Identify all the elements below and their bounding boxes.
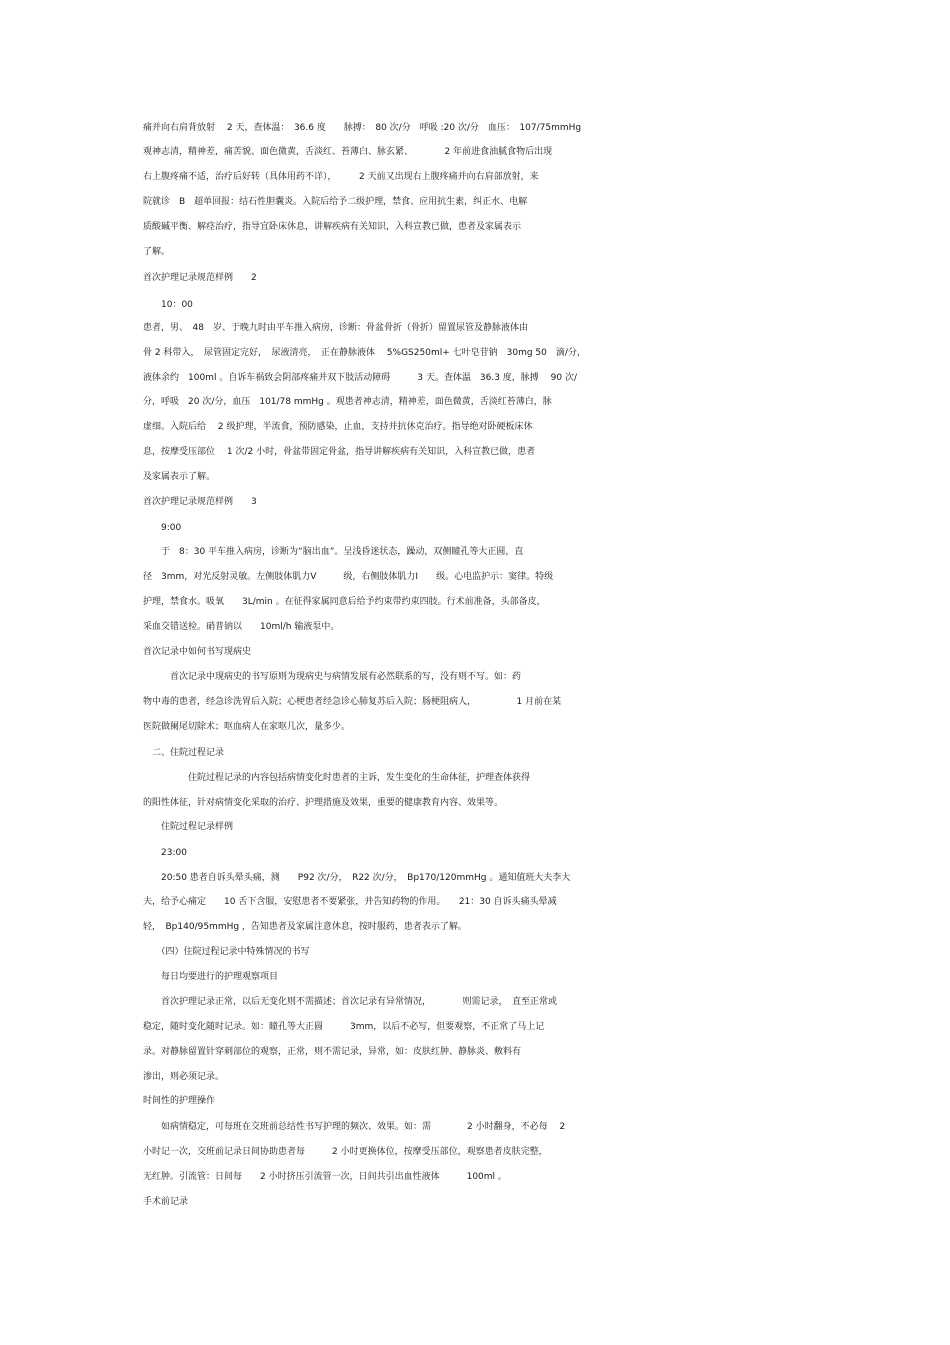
section-heading: （四）住院过程记录中特殊情况的书写 [143, 947, 310, 957]
text-line: 夫，给予心痛定 10 舌下含服，安慰患者不要紧张，并告知药物的作用。 21：30 自诉头痛头晕减 [143, 897, 557, 907]
text-line: 息，按摩受压部位 1 次/2 小时，骨盆带固定骨盆，指导讲解疾病有关知识，入科宣教已做，患者 [143, 447, 536, 457]
time-label: 10：00 [143, 300, 193, 310]
section-heading: 时间性的护理操作 [143, 1096, 216, 1106]
time-label: 23:00 [143, 848, 187, 858]
section-heading: 每日均要进行的护理观察项目 [143, 972, 279, 982]
section-heading: 二、住院过程记录 [143, 748, 225, 758]
text-line: 骨 2 科带入， 尿管固定完好， 尿液清亮， 正在静脉液体 5%GS250ml+ 七叶皂苷钠 30mg 50 滴/分， [143, 348, 586, 358]
text-line: 观神志清，精神差，痛苦貌、面色微黄，舌淡红、苔薄白、脉玄紧、 2 年前进食油腻食物后出现 [143, 147, 553, 157]
section-heading: 首次记录中如何书写现病史 [143, 647, 252, 657]
section-heading: 手术前记录 [143, 1197, 189, 1207]
text-line: 首次护理记录正常，以后无变化则不需描述；首次记录有异常情况， 则需记录， 直至正常或 [143, 997, 558, 1007]
text-line: 轻， Bp140/95mmHg ，告知患者及家属注意休息，按时服药，患者表示了解。 [143, 922, 467, 932]
text-line: 稳定，随时变化随时记录。如：瞳孔等大正圆 3mm，以后不必写，但要观察，不正常了马上记 [143, 1022, 545, 1032]
text-line: 无红肿。引流管：日间每 2 小时挤压引流管一次，日间共引出血性液体 100ml 。 [143, 1172, 507, 1182]
text-line: 虚细。入院后给 2 级护理，半流食，预防感染，止血，支持并抗休克治疗。指导绝对卧硬板床休 [143, 422, 533, 432]
text-line: 如病情稳定，可每班在交班前总结性书写护理的频次、效果。如：需 2 小时翻身，不必每 2 [143, 1122, 566, 1132]
text-line: 首次记录中现病史的书写原则为现病史与病情发展有必然联系的写，没有则不写。如：药 [143, 672, 522, 682]
text-line: 20:50 患者自诉头晕头痛，测 P92 次/分， R22 次/分， Bp170/120mmHg 。通知值班大夫李大 [143, 873, 571, 883]
text-line: 录。对静脉留置针穿刺部位的观察，正常，则不需记录，异常，如：皮肤红肿、静脉炎、敷料有 [143, 1047, 522, 1057]
section-heading: 住院过程记录样例 [143, 822, 234, 832]
text-line: 采血交错送检。硝普钠以 10ml/h 输液泵中。 [143, 622, 340, 632]
text-line: 小时记一次，交班前记录日间协助患者每 2 小时更换体位，按摩受压部位，观察患者皮肤完整， [143, 1147, 548, 1157]
text-line: 院就诊 B 超单回报：结石性胆囊炎。入院后给予二级护理，禁食、应用抗生素，纠正水、电解 [143, 197, 528, 207]
text-line: 物中毒的患者，经急诊洗胃后入院；心梗患者经急诊心肺复苏后入院；肠梗阻病人， 1 月前在某 [143, 697, 562, 707]
text-line: 痛并向右肩背放射 2 天，查体温： 36.6 度 脉搏： 80 次/分 呼吸 :20 次/分 血压： 107/75mmHg [143, 123, 582, 133]
text-line: 的阳性体征，针对病情变化采取的治疗、护理措施及效果，重要的健康教育内容、效果等。 [143, 798, 504, 808]
text-line: 住院过程记录的内容包括病情变化时患者的主诉，发生变化的生命体征，护理查体获得 [143, 773, 531, 783]
section-heading: 首次护理记录规范样例 3 [143, 497, 257, 507]
text-line: 分，呼吸 20 次/分，血压 101/78 mmHg 。观患者神志清，精神差，面色微黄，舌淡红苔薄白，脉 [143, 397, 552, 407]
text-line: 径 3mm，对光反射灵敏。左侧肢体肌力Ⅴ 级，右侧肢体肌力Ⅰ 级。心电监护示：窦律。特级 [143, 572, 554, 582]
text-line: 渗出，则必须记录。 [143, 1072, 225, 1082]
text-line: 及家属表示了解。 [143, 472, 216, 482]
text-line: 右上腹疼痛不适，治疗后好转（具体用药不详）， 2 天前又出现右上腹疼痛并向右肩部放射，来 [143, 172, 539, 182]
text-line: 于 8：30 平车推入病房，诊断为“脑出血”。呈浅昏迷状态，躁动，双侧瞳孔等大正圆，直 [143, 547, 524, 557]
text-line: 了解。 [143, 247, 171, 257]
text-line: 患者，男、 48 岁、于晚九时由平车推入病房，诊断：骨盆骨折（骨折）留置尿管及静脉液体由 [143, 323, 528, 333]
time-label: 9:00 [143, 523, 182, 533]
section-heading: 首次护理记录规范样例 2 [143, 273, 257, 283]
text-line: 医院做阑尾切除术；呕血病人在家呕几次，量多少。 [143, 722, 351, 732]
text-line: 质酸碱平衡、解痉治疗，指导宜卧床休息，讲解疾病有关知识，入科宣教已做，患者及家属表示 [143, 222, 522, 232]
text-line: 护理，禁食水。吸氧 3L/min 。在征得家属同意后给予约束带约束四肢。行术前准备，头部备皮， [143, 597, 546, 607]
text-line: 液体余约 100ml 。自诉车祸致会阴部疼痛并双下肢活动障碍 3 天。查体温 36.3 度，脉搏 90 次/ [143, 373, 578, 383]
